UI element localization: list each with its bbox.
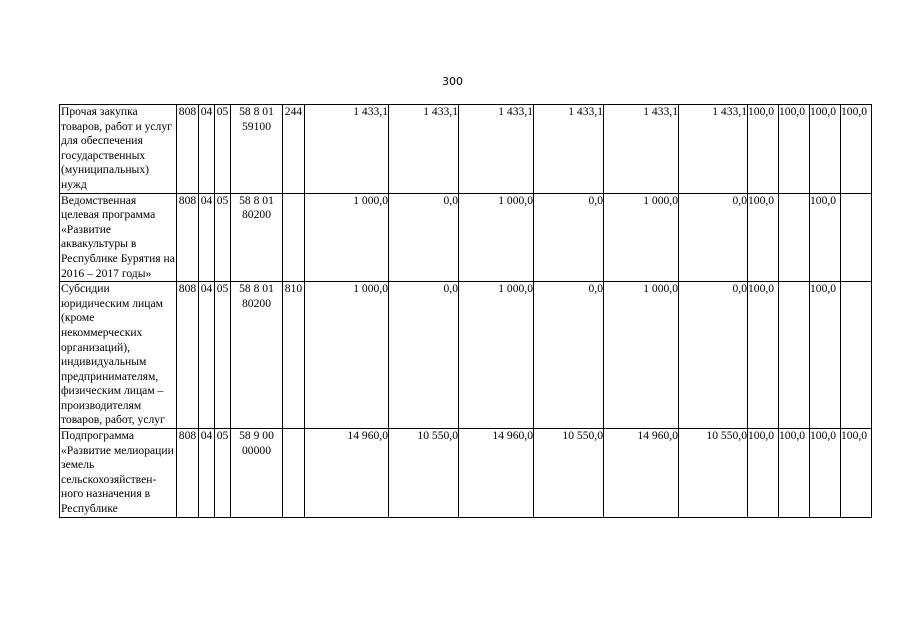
vedomstvo-cell: 808	[177, 429, 199, 518]
razdel-cell: 04	[199, 105, 215, 194]
razdel-cell: 04	[199, 193, 215, 282]
amount-cell-6: 1 433,1	[679, 105, 748, 194]
percent-cell-4: 100,0	[841, 429, 872, 518]
razdel-cell: 04	[199, 282, 215, 429]
percent-cell-2	[779, 282, 810, 429]
target-article-cell	[231, 282, 283, 429]
amount-cell-4: 0,0	[534, 282, 604, 429]
percent-cell-4: 100,0	[841, 105, 872, 194]
row-name-cell: Прочая закупка товаров, работ и услуг для обеспечения государственных (муниципальных) нужд	[60, 105, 177, 194]
table-row	[60, 429, 872, 518]
target-article-line1: 58 8 01	[239, 193, 274, 207]
page-number: 300	[442, 75, 463, 88]
amount-cell-1: 1 433,1	[305, 105, 389, 194]
expense-type-cell	[283, 429, 305, 518]
budget-table	[59, 104, 872, 518]
amount-cell-5: 1 000,0	[604, 193, 679, 282]
amount-cell-2: 10 550,0	[389, 429, 459, 518]
row-name-cell: Подпрограмма «Развитие мелиорации земель сельскохозяйствен-ного назначения в Республике	[60, 429, 177, 518]
target-article-line2: 59100	[242, 119, 271, 133]
target-article-line1: 58 8 01	[239, 282, 274, 296]
percent-cell-2: 100,0	[779, 429, 810, 518]
percent-cell-3: 100,0	[810, 193, 841, 282]
amount-cell-6: 0,0	[679, 282, 748, 429]
amount-cell-4: 0,0	[534, 193, 604, 282]
amount-cell-5: 1 000,0	[604, 282, 679, 429]
amount-cell-6: 10 550,0	[679, 429, 748, 518]
amount-cell-5: 1 433,1	[604, 105, 679, 194]
amount-cell-2: 1 433,1	[389, 105, 459, 194]
percent-cell-3: 100,0	[810, 105, 841, 194]
percent-cell-1: 100,0	[748, 193, 779, 282]
expense-type-cell: 244	[283, 105, 305, 194]
amount-cell-2: 0,0	[389, 282, 459, 429]
percent-cell-1: 100,0	[748, 105, 779, 194]
amount-cell-6: 0,0	[679, 193, 748, 282]
amount-cell-1: 1 000,0	[305, 193, 389, 282]
podrazdel-cell: 05	[215, 429, 231, 518]
target-article-line2: 80200	[242, 208, 271, 222]
amount-cell-3: 1 000,0	[459, 282, 534, 429]
percent-cell-1: 100,0	[748, 429, 779, 518]
percent-cell-3: 100,0	[810, 282, 841, 429]
row-name-cell: Ведомственная целевая программа «Развитие аквакультуры в Республике Бурятия на 2016 – 2017 годы»	[60, 193, 177, 282]
target-article-line1: 58 9 00	[239, 429, 274, 443]
target-article-cell	[231, 105, 283, 194]
table-row	[60, 105, 872, 194]
expense-type-cell	[283, 193, 305, 282]
amount-cell-2: 0,0	[389, 193, 459, 282]
amount-cell-4: 1 433,1	[534, 105, 604, 194]
target-article-cell	[231, 429, 283, 518]
podrazdel-cell: 05	[215, 193, 231, 282]
amount-cell-3: 1 000,0	[459, 193, 534, 282]
amount-cell-3: 1 433,1	[459, 105, 534, 194]
amount-cell-3: 14 960,0	[459, 429, 534, 518]
table-row	[60, 193, 872, 282]
table-row	[60, 282, 872, 429]
podrazdel-cell: 05	[215, 282, 231, 429]
razdel-cell: 04	[199, 429, 215, 518]
row-name-cell: Субсидии юридическим лицам (кроме некоммерческих организаций), индивидуальным предпринимателям, физическим лицам – производителям товаров, работ, услуг	[60, 282, 177, 429]
amount-cell-4: 10 550,0	[534, 429, 604, 518]
percent-cell-4	[841, 282, 872, 429]
vedomstvo-cell: 808	[177, 105, 199, 194]
amount-cell-1: 1 000,0	[305, 282, 389, 429]
target-article-line1: 58 8 01	[239, 105, 274, 118]
amount-cell-5: 14 960,0	[604, 429, 679, 518]
target-article-cell	[231, 193, 283, 282]
target-article-line2: 00000	[242, 443, 271, 457]
vedomstvo-cell: 808	[177, 282, 199, 429]
percent-cell-4	[841, 193, 872, 282]
target-article-line2: 80200	[242, 296, 271, 310]
percent-cell-2	[779, 193, 810, 282]
percent-cell-2: 100,0	[779, 105, 810, 194]
podrazdel-cell: 05	[215, 105, 231, 194]
vedomstvo-cell: 808	[177, 193, 199, 282]
percent-cell-3: 100,0	[810, 429, 841, 518]
percent-cell-1: 100,0	[748, 282, 779, 429]
amount-cell-1: 14 960,0	[305, 429, 389, 518]
expense-type-cell: 810	[283, 282, 305, 429]
